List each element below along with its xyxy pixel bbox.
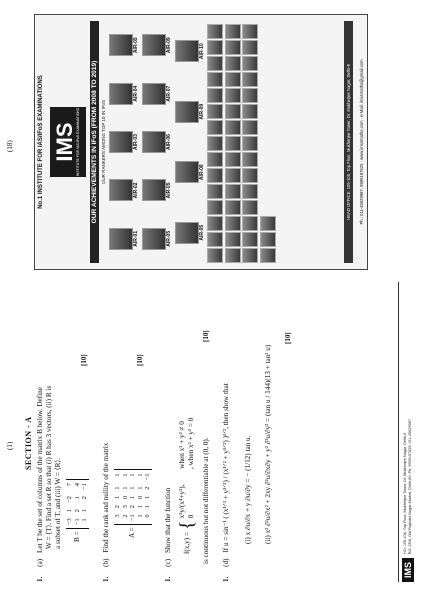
ranker-thumbnail: [242, 25, 258, 40]
q1c-text: Show that the function: [164, 487, 172, 554]
q1c-case-2: 0: [187, 514, 195, 519]
ranker-thumbnail: [225, 185, 241, 200]
matrix-a-row: [114, 470, 122, 525]
matrix-a-row: [137, 470, 145, 525]
footer-line-2: BO: 25/8, Old Rajinder Nagar Market, Delhi-60. Ph: 9999197625, 011-45629987: [408, 419, 412, 554]
matrix-a-cell: 3: [121, 505, 129, 509]
matrix-a-cell: 2: [129, 505, 137, 509]
ranker-thumbnail: [242, 169, 258, 184]
ranker-card: [142, 228, 172, 250]
footer-logo: IMS: [402, 558, 414, 582]
matrix-a-cell: 1: [144, 505, 152, 509]
question-1d: [222, 272, 231, 582]
ranker-thumbnail: [207, 121, 223, 136]
matrix-b-cell: 4: [73, 483, 81, 487]
ranker-thumbnail: [242, 73, 258, 88]
ranker-photo: [175, 40, 199, 62]
ranker-thumbnail: [260, 217, 276, 232]
matrix-a-row: [144, 470, 152, 525]
ranker-thumbnail: [207, 137, 223, 152]
q1b-matrix-block: [114, 469, 152, 538]
footer-line-1: HO: 105-106, Top Floor, Mukherjee Tower, Dr. Mukherjee Nagar, Delhi-9: [403, 432, 408, 554]
matrix-a-cell: 2: [114, 505, 121, 509]
matrix-a-cell: 3: [114, 514, 121, 518]
ranker-card: [175, 40, 205, 62]
matrix-b-cell: 1: [81, 509, 89, 513]
ranker-card: [175, 161, 205, 183]
q1c-case-2-cond: , when x² + y² = 0: [187, 417, 195, 469]
ranker-air: AIR-09: [199, 103, 205, 120]
matrix-a-cell: 1: [114, 486, 121, 490]
ranker-card: [142, 83, 172, 105]
ad-header: No.1 INSTITUTE FOR IAS/IFoS EXAMINATIONS: [38, 75, 44, 209]
ranker-thumbnail: [225, 89, 241, 104]
ranker-thumbnail: [225, 73, 241, 88]
ranker-photo: [175, 101, 199, 123]
q1d-marks: [10]: [284, 332, 292, 344]
question-1a: [36, 282, 63, 582]
ranker-thumbnail: [207, 169, 223, 184]
ranker-photo: [142, 131, 166, 153]
ranker-thumbnail: [225, 217, 241, 232]
ranker-photo: [142, 83, 166, 105]
ranker-photo: [142, 179, 166, 201]
matrix-a-cell: −1: [144, 473, 152, 481]
matrix-a-cell: 2: [144, 486, 152, 490]
matrix-a-cell: 2: [121, 514, 129, 518]
matrix-b-cell: 2: [81, 496, 89, 500]
q1d-text: If u = sin⁻¹ ( (x¹ᐟ³ + y¹ᐟ³) / (x¹ᐟ² + y¹ᐟ²) )¹ᐟ², then show that: [222, 383, 230, 553]
ranker-thumbnail: [207, 57, 223, 72]
matrix-a-row: [122, 470, 130, 525]
ranker-photo: [109, 131, 133, 153]
ranker-card: [109, 83, 139, 105]
q1a-text-3: a subset of T, and (iii) W = ⟨R⟩.: [54, 458, 62, 549]
ranker-air: AIR-05: [166, 230, 172, 247]
q1a-text-2: W = ⟨T⟩. Find a set R so that (i) R has 3 vectors, (ii) R is: [45, 385, 53, 549]
matrix-a-cell: 1: [144, 495, 152, 500]
q1b-label: (b): [102, 558, 110, 567]
matrix-b-row: [74, 480, 82, 529]
matrix-a-cell: 1: [114, 473, 121, 477]
ranker-thumbnail: [225, 249, 241, 264]
q1c-fx: f(x,y) =: [182, 531, 191, 554]
ranker-thumbnail: [260, 249, 276, 264]
q1a-matrix-block: [66, 479, 89, 542]
matrix-a-cell: 1: [129, 486, 137, 490]
matrix-b-row: [66, 480, 74, 529]
ranker-thumbnail: [225, 153, 241, 168]
ranker-photo: [109, 83, 133, 105]
ranker-thumbnail: [242, 233, 258, 248]
matrix-a-cell: 0: [136, 495, 144, 500]
ad-logo-sub: INSTITUTE FOR IAS/IFoS EXAMINATIONS: [76, 107, 80, 177]
ad-title: OUR ACHIEVEMENTS IN IFoS (FROM 2008 TO 2019): [90, 21, 99, 263]
section-title: SECTION - A: [24, 416, 33, 470]
matrix-b-cell: −2: [66, 496, 73, 504]
page-number-right: (18): [6, 140, 14, 152]
ranker-thumbnail: [207, 73, 223, 88]
matrix-b-row: [81, 480, 89, 529]
ranker-thumbnail: [225, 57, 241, 72]
q1c-case-1: x²y/(x⁴+y²),: [178, 484, 186, 519]
ranker-row-3: [175, 21, 205, 263]
matrix-a-cell: 1: [136, 486, 144, 490]
ranker-card: [175, 101, 205, 123]
ranker-thumbnail: [207, 201, 223, 216]
ranker-air: AIR-01: [133, 230, 139, 247]
ranker-photo: [142, 228, 166, 250]
matrix-a-row: [129, 470, 137, 525]
ranker-thumbnail: [207, 89, 223, 104]
ranker-card: [142, 34, 172, 56]
q1a-text-1: Let T be the set of columns of the matrix B below. Define: [36, 387, 44, 554]
ranker-thumbnail: [242, 89, 258, 104]
matrix-a-cell: 1: [136, 473, 144, 477]
q1d-part-1: (i) x ∂u/∂x + y ∂u/∂y = − (1/12) tan u.: [244, 435, 252, 544]
ranker-photo: [109, 34, 133, 56]
q1b-text: Find the rank and nullity of the matrix: [102, 442, 110, 553]
ranker-air: AIR-04: [133, 85, 139, 102]
ranker-card: [109, 131, 139, 153]
q1a-number: 1.: [36, 576, 44, 582]
ranker-thumbnail: [207, 217, 223, 232]
q1c-label: (c): [164, 558, 172, 567]
ranker-card: [142, 131, 172, 153]
ranker-card: [109, 228, 139, 250]
matrix-a-cell: 1: [129, 473, 137, 477]
ranker-photo: [175, 222, 199, 244]
ranker-thumbnail: [242, 41, 258, 56]
ranker-thumbnail: [242, 105, 258, 120]
ranker-thumbnail: [225, 201, 241, 216]
q1b-matrix-label: A =: [128, 527, 137, 538]
matrix-a-cell: 0: [144, 514, 152, 518]
matrix-a-cell: 1: [136, 505, 144, 509]
ranker-air: AIR-10: [199, 43, 205, 60]
matrix-b-cell: −1: [73, 518, 81, 526]
ranker-air: AIR-05: [199, 224, 205, 241]
q1a-marks: [10]: [80, 354, 88, 366]
ranker-air: AIR-05: [133, 37, 139, 54]
ranker-thumbnail: [242, 185, 258, 200]
ranker-air: AIR-08: [199, 164, 205, 181]
q1d-part-2: (ii) x² ∂²u/∂x² + 2xy ∂²u/∂x∂y + y² ∂²u/∂y² = (tan u / 144)(13 + tan² u): [264, 344, 272, 544]
q1c-case-1-cond: when x² + y² ≠ 0: [178, 421, 186, 469]
ranker-photo: [109, 228, 133, 250]
question-1b: [102, 282, 111, 582]
ims-advertisement: [34, 14, 368, 270]
q1c-marks: [10]: [202, 330, 210, 342]
ranker-card: [109, 34, 139, 56]
ad-logo-text: IMS: [52, 122, 77, 162]
brace-icon: {: [176, 520, 198, 530]
ranker-thumbnail: [242, 57, 258, 72]
ranker-air: AIR-07: [166, 85, 172, 102]
matrix-b-cell: 1: [81, 518, 89, 522]
ranker-card: [175, 222, 205, 244]
ranker-thumbnail: [242, 249, 258, 264]
matrix-a-cell: 1: [136, 514, 144, 518]
ranker-air: AIR-03: [133, 134, 139, 150]
ranker-thumbnail: [260, 233, 276, 248]
matrix-b-cell: 7: [66, 483, 73, 487]
ranker-thumbnail: [225, 233, 241, 248]
ranker-row-1: [109, 21, 139, 263]
footer-address: [403, 419, 412, 554]
q1c-function: [178, 418, 196, 554]
q1a-label: (a): [36, 558, 44, 567]
ranker-photo-grid: [207, 21, 276, 263]
matrix-a-cell: −1: [129, 514, 137, 522]
ranker-photo: [175, 161, 199, 183]
ranker-air: AIR-06: [166, 134, 172, 150]
q1d-number: 1.: [222, 576, 230, 582]
ranker-card: [109, 179, 139, 201]
ranker-thumbnail: [242, 121, 258, 136]
footer: [398, 282, 414, 582]
q1c-text-2: is continuous but not differentiable at (0, 0).: [202, 437, 210, 564]
matrix-a: [114, 469, 152, 525]
ranker-thumbnail: [242, 137, 258, 152]
ranker-air: AIR-05: [166, 182, 172, 199]
matrix-a-cell: 1: [121, 473, 129, 477]
ranker-thumbnail: [242, 153, 258, 168]
ranker-thumbnail: [207, 41, 223, 56]
ranker-air: AIR-02: [133, 182, 139, 199]
ranker-thumbnail: [242, 217, 258, 232]
ranker-thumbnail: [225, 121, 241, 136]
ad-contact: Ph.: 011-45629987, 9999197625 · www.ims4maths.com · e-Mail: ims4maths@gmail.com: [359, 59, 364, 225]
ranker-thumbnail: [207, 233, 223, 248]
question-1c: [164, 282, 173, 582]
matrix-a-cell: 1: [121, 486, 129, 490]
matrix-b-cell: 1: [73, 496, 81, 500]
ranker-row-2: [142, 21, 172, 263]
matrix-a-cell: 1: [129, 495, 137, 500]
ranker-thumbnail: [225, 41, 241, 56]
ranker-thumbnail: [207, 153, 223, 168]
ranker-thumbnail: [225, 169, 241, 184]
q1c-number: 1.: [164, 576, 172, 582]
ad-logo: [50, 107, 86, 177]
matrix-a-cell: 1: [114, 495, 121, 500]
ad-subtitle: OUR RANKERS AMONG TOP 10 IN IFoS: [101, 99, 106, 185]
ranker-card: [142, 179, 172, 201]
ranker-photo: [142, 34, 166, 56]
ranker-photo: [109, 179, 133, 201]
matrix-a-cell: 0: [121, 495, 129, 500]
ad-bottom-address: HEAD OFFICE: 105-106, Top Floor, Mukherjee Tower, Dr. Mukherjee Nagar, Delhi-9: [344, 21, 353, 263]
q1c-cases: [178, 418, 196, 519]
matrix-b-cell: 1: [66, 509, 73, 513]
q1b-number: 1.: [102, 576, 110, 582]
ranker-thumbnail: [207, 25, 223, 40]
q1a-matrix-label: B =: [72, 531, 81, 542]
ranker-air: AIR-09: [166, 37, 172, 54]
matrix-b-cell: −1: [81, 483, 89, 491]
q1b-marks: [10]: [136, 354, 144, 366]
matrix-b-cell: 2: [73, 509, 81, 513]
ranker-thumbnail: [225, 25, 241, 40]
ranker-thumbnail: [207, 185, 223, 200]
matrix-b: [66, 479, 89, 529]
ranker-thumbnail: [242, 201, 258, 216]
ranker-thumbnail: [207, 105, 223, 120]
q1d-label: (d): [222, 558, 230, 567]
ranker-thumbnail: [225, 137, 241, 152]
matrix-b-cell: −3: [66, 518, 73, 526]
ranker-thumbnail: [225, 105, 241, 120]
ranker-thumbnail: [207, 249, 223, 264]
page-number-left: (1): [6, 441, 14, 450]
